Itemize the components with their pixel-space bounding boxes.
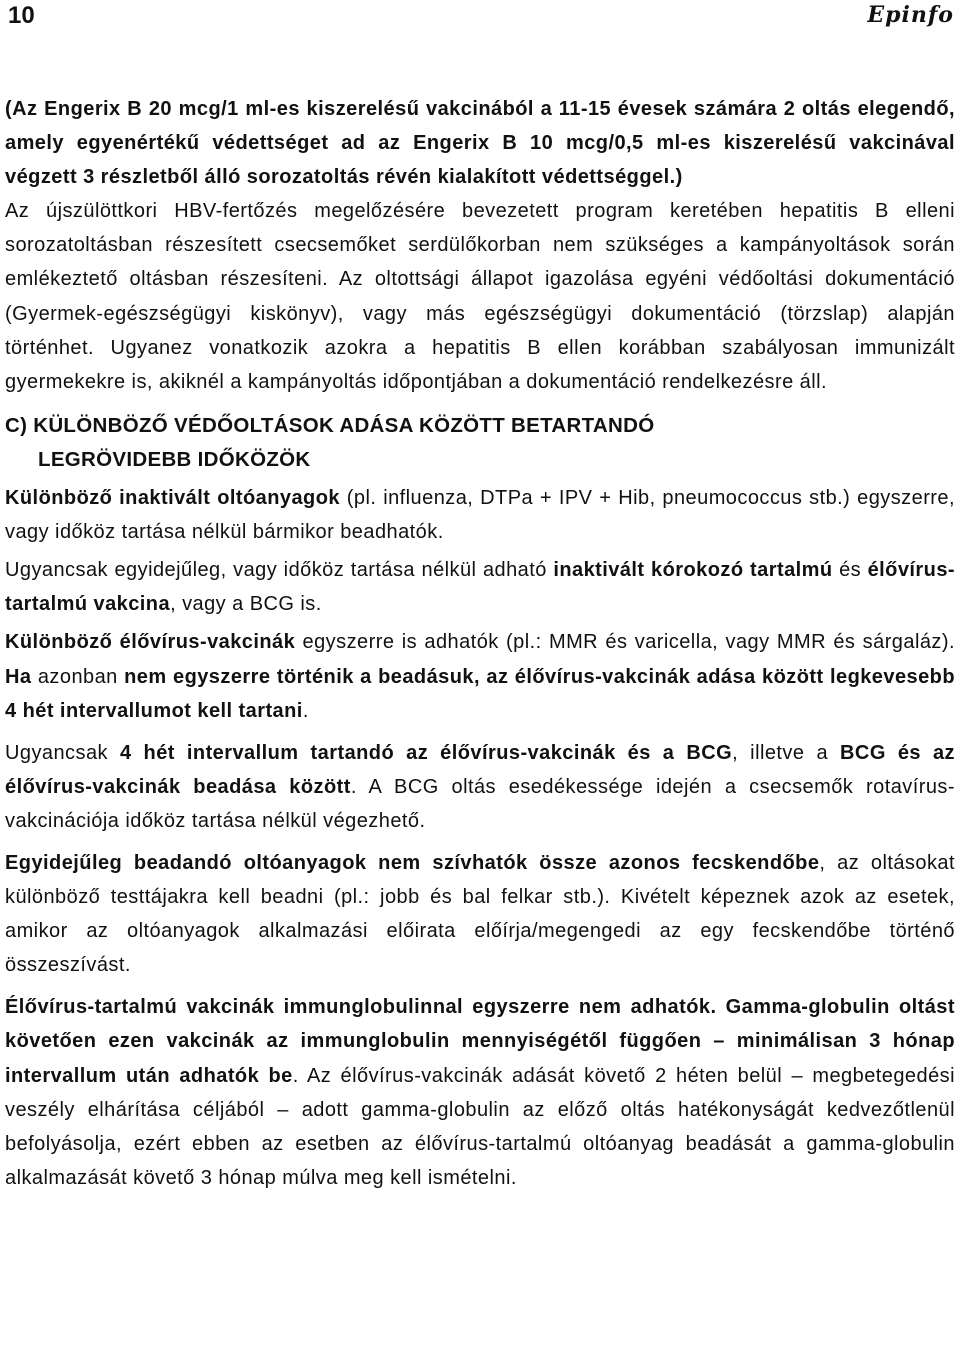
- inactivated-vaccines-paragraph: [5, 481, 955, 549]
- bold-text: Élővírus-tartalmú vakcinák immunglobulinnal egyszerre nem adhatók. Gamma-globulin oltást követően ezen vakcinák az immunglobulin mennyiségétől függően – minimálisan 3 hónap intervallum után adhatók be: [5, 996, 955, 1087]
- section-heading-line-2: LEGRÖVIDEBB IDŐKÖZÖK: [38, 447, 311, 471]
- live-vaccines-paragraph: [5, 625, 955, 727]
- bcg-interval-paragraph: [5, 736, 955, 838]
- text: , illetve a: [732, 741, 841, 764]
- bold-text: Egyidejűleg beadandó oltóanyagok nem szívhatók össze azonos fecskendőbe: [5, 851, 820, 874]
- bold-text: Különböző élővírus-vakcinák: [5, 631, 296, 654]
- page-number: 10: [8, 2, 35, 29]
- bold-text: élővírus-tartalmú vakcina: [5, 559, 956, 616]
- text: .: [302, 699, 309, 722]
- text: és: [832, 559, 868, 582]
- text: , az oltásokat különböző testtájakra kell beadni (pl.: jobb és bal felkar stb.). Kivételt képeznek azok az esetek, amikor az oltóanyagok alkalmazási előirata előírja/megengedi az egy fecskendőbe történő összeszívást.: [5, 851, 955, 977]
- simultaneous-paragraph: [5, 553, 955, 621]
- immunoglobulin-paragraph: [5, 990, 955, 1195]
- bold-text: BCG és az élővírus-vakcinák beadása között: [5, 741, 955, 798]
- hbv-program-paragraph: Az újszülöttkori HBV-fertőzés megelőzésére bevezetett program keretében hepatitis B elleni sorozatoltásban részesített csecsemőket serdülőkorban nem szükséges a kampányoltások során emlékeztető oltásban részesíteni. Az oltottsági állapot igazolása egyéni védőoltási dokumentáció (Gyermek-egészségügyi kiskönyv), vagy más egészségügyi dokumentáció (törzslap) alapján történhet. Ugyanez vonatkozik azokra a hepatitis B ellen korábban szabályosan immunizált gyermekekre is, akiknél a kampányoltás időpontjában a dokumentáció rendelkezésre áll.: [5, 200, 955, 393]
- bold-text: 4 hét intervallum tartandó az élővírus-vakcinák és a BCG: [119, 741, 733, 764]
- section-heading: [5, 409, 955, 477]
- bold-text: Ha: [5, 665, 32, 688]
- text: (pl. influenza, DTPa + IPV + Hib, pneumococcus stb.) egyszerre, vagy időköz tartása nélkül bármikor beadhatók.: [5, 487, 955, 544]
- epinfo-logo: Epinfo: [867, 2, 954, 28]
- text: Ugyancsak: [5, 741, 120, 764]
- bold-text: Különböző inaktivált oltóanyagok: [5, 487, 340, 510]
- engerix-note-paragraph: (Az Engerix B 20 mcg/1 ml-es kiszerelésű vakcinából a 11-15 évesek számára 2 oltás elegendő, amely egyenértékű védettséget ad az Engerix B 10 mcg/0,5 ml-es kiszerelésű vakcinával végzett 3 részletből álló sorozatoltás révén kialakított védettséggel.): [5, 98, 955, 189]
- text: . A BCG oltás esedékessége idején a csecsemők rotavírus-vakcinációja időköz tartása nélkül végezhető.: [5, 775, 955, 832]
- text: azonban: [31, 665, 125, 688]
- syringe-paragraph: [5, 846, 955, 982]
- section-heading-line-1: C) KÜLÖNBÖZŐ VÉDŐOLTÁSOK ADÁSA KÖZÖTT BETARTANDÓ: [5, 413, 655, 437]
- bold-text: inaktivált kórokozó tartalmú: [553, 559, 833, 582]
- text: , vagy a BCG is.: [170, 593, 322, 616]
- text: Ugyancsak egyidejűleg, vagy időköz tartása nélkül adható: [5, 559, 554, 582]
- text: egyszerre is adhatók (pl.: MMR és varicella, vagy MMR és sárgaláz).: [295, 631, 955, 654]
- bold-text: nem egyszerre történik a beadásuk, az élővírus-vakcinák adása között legkevesebb 4 hét intervallumot kell tartani: [5, 665, 956, 722]
- text: . Az élővírus-vakcinák adását követő 2 héten belül – megbetegedési veszély elhárítása céljából – adott gamma-globulin az előző oltás hatékonyságát kedvezőtlenül befolyásolja, ezért ebben az esetben az élővírus-tartalmú oltóanyag beadását a gamma-globulin alkalmazását követő 3 hónap múlva meg kell ismételni.: [5, 1064, 955, 1189]
- document-body: [5, 92, 955, 1195]
